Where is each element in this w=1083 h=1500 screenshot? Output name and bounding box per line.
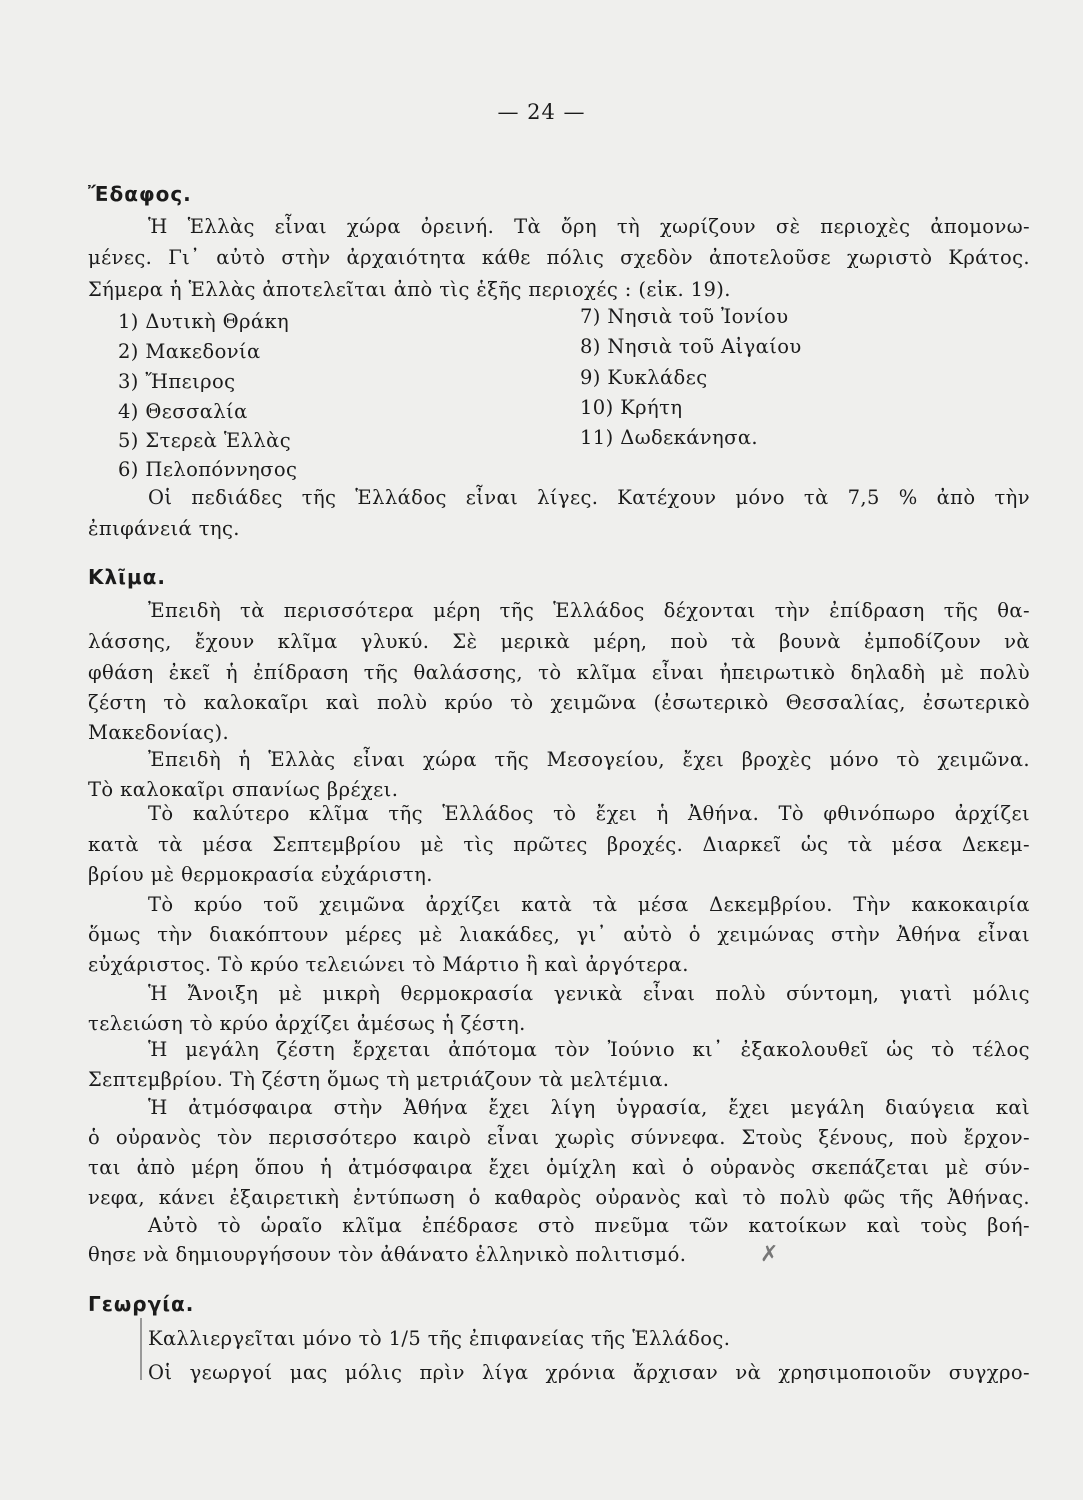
paragraph-line: βρίου μὲ θερμοκρασία εὐχάριστη. (88, 863, 433, 886)
region-item: 1) Δυτικὴ Θράκη (118, 310, 290, 333)
section-heading-agriculture: Γεωργία. (88, 1292, 195, 1316)
paragraph-line: Καλλιεργεῖται μόνο τὸ 1/5 τῆς ἐπιφανείας τῆς Ἑλλάδος. (148, 1327, 731, 1350)
pencil-margin-line (140, 1318, 142, 1380)
region-item: 9) Κυκλάδες (580, 366, 708, 389)
paragraph-line: Τὸ κρύο τοῦ χειμῶνα ἀρχίζει κατὰ τὰ μέσα Δεκεμβρίου. Τὴν κακοκαιρία (148, 893, 1030, 916)
paragraph-line: Ἡ Ἑλλὰς εἶναι χώρα ὀρεινή. Τὰ ὄρη τὴ χωρίζουν σὲ περιοχὲς ἀπομονω- (148, 215, 1030, 238)
paragraph-line: Ἡ Ἄνοιξη μὲ μικρὴ θερμοκρασία γενικὰ εἶναι πολὺ σύντομη, γιατὶ μόλις (148, 982, 1030, 1005)
paragraph-line: μένες. Γι᾿ αὐτὸ στὴν ἀρχαιότητα κάθε πόλις σχεδὸν ἀποτελοῦσε χωριστὸ Κράτος. (88, 246, 1030, 269)
section-heading-climate: Κλῖμα. (88, 565, 167, 589)
region-item: 6) Πελοπόννησος (118, 458, 298, 481)
region-item: 8) Νησιὰ τοῦ Αἰγαίου (580, 335, 802, 358)
paragraph-line: Αὐτὸ τὸ ὡραῖο κλῖμα ἐπέδρασε στὸ πνεῦμα τῶν κατοίκων καὶ τοὺς βοή- (148, 1214, 1030, 1237)
paragraph-line: Μακεδονίας). (88, 721, 230, 744)
paragraph-line: κατὰ τὰ μέσα Σεπτεμβρίου μὲ τὶς πρῶτες βροχές. Διαρκεῖ ὡς τὰ μέσα Δεκεμ- (88, 833, 1030, 856)
paragraph-line: Οἱ γεωργοί μας μόλις πρὶν λίγα χρόνια ἄρχισαν νὰ χρησιμοποιοῦν συγχρο- (148, 1361, 1030, 1384)
region-item: 11) Δωδεκάνησα. (580, 426, 759, 449)
paragraph-line: λάσσης, ἔχουν κλῖμα γλυκύ. Σὲ μερικὰ μέρη, ποὺ τὰ βουνὰ ἐμποδίζουν νὰ (88, 630, 1030, 653)
region-item: 10) Κρήτη (580, 396, 683, 419)
page-number: — 24 — (497, 100, 586, 124)
paragraph-line: τελειώση τὸ κρύο ἀρχίζει ἀμέσως ἡ ζέστη. (88, 1012, 526, 1035)
paragraph-line: ὁ οὐρανὸς τὸν περισσότερο καιρὸ εἶναι χωρὶς σύννεφα. Στοὺς ξένους, ποὺ ἔρχον- (88, 1126, 1030, 1149)
paragraph-line: Σήμερα ἡ Ἑλλὰς ἀποτελεῖται ἀπὸ τὶς ἑξῆς περιοχές : (εἰκ. 19). (88, 278, 731, 301)
paragraph-line: Τὸ καλύτερο κλῖμα τῆς Ἑλλάδος τὸ ἔχει ἡ Ἀθήνα. Τὸ φθινόπωρο ἀρχίζει (148, 802, 1030, 825)
paragraph-line: ὅμως τὴν διακόπτουν μέρες μὲ λιακάδες, γι᾿ αὐτὸ ὁ χειμώνας στὴν Ἀθήνα εἶναι (88, 923, 1030, 946)
paragraph-line: ἐπιφάνειά της. (88, 517, 240, 540)
paragraph-line: θησε νὰ δημιουργήσουν τὸν ἀθάνατο ἑλληνικὸ πολιτισμό. (88, 1243, 687, 1266)
paragraph-line: Σεπτεμβρίου. Τὴ ζέστη ὅμως τὴ μετριάζουν τὰ μελτέμια. (88, 1068, 670, 1091)
paragraph-line: φθάση ἐκεῖ ἡ ἐπίδραση τῆς θαλάσσης, τὸ κλῖμα εἶναι ἠπειρωτικὸ δηλαδὴ μὲ πολὺ (88, 661, 1030, 684)
paragraph-line: ται ἀπὸ μέρη ὅπου ἡ ἀτμόσφαιρα ἔχει ὁμίχλη καὶ ὁ οὐρανὸς σκεπάζεται μὲ σύν- (88, 1156, 1030, 1179)
region-item: 5) Στερεὰ Ἑλλὰς (118, 429, 292, 452)
paragraph-line: Ἐπειδὴ τὰ περισσότερα μέρη τῆς Ἑλλάδος δέχονται τὴν ἐπίδραση τῆς θα- (148, 599, 1030, 622)
paragraph-line: Ἐπειδὴ ἡ Ἑλλὰς εἶναι χώρα τῆς Μεσογείου, ἔχει βροχὲς μόνο τὸ χειμῶνα. (148, 748, 1030, 771)
region-item: 3) Ἤπειρος (118, 370, 236, 393)
region-item: 4) Θεσσαλία (118, 400, 248, 423)
section-heading-soil: Ἔδαφος. (88, 182, 192, 206)
region-item: 7) Νησιὰ τοῦ Ἰονίου (580, 305, 789, 328)
paragraph-line: Ἡ μεγάλη ζέστη ἔρχεται ἀπότομα τὸν Ἰούνιο κι᾿ ἐξακολουθεῖ ὡς τὸ τέλος (148, 1038, 1030, 1061)
paragraph-line: νεφα, κάνει ἐξαιρετικὴ ἐντύπωση ὁ καθαρὸς οὐρανὸς καὶ τὸ πολὺ φῶς τῆς Ἀθήνας. (88, 1186, 1030, 1209)
paragraph-line: ζέστη τὸ καλοκαῖρι καὶ πολὺ κρύο τὸ χειμῶνα (ἐσωτερικὸ Θεσσαλίας, ἐσωτερικὸ (88, 691, 1030, 714)
paragraph-line: Τὸ καλοκαῖρι σπανίως βρέχει. (88, 778, 399, 801)
region-item: 2) Μακεδονία (118, 340, 261, 363)
paragraph-line: Οἱ πεδιάδες τῆς Ἑλλάδος εἶναι λίγες. Κατέχουν μόνο τὰ 7,5 % ἀπὸ τὴν (148, 486, 1030, 509)
paragraph-line: εὐχάριστος. Τὸ κρύο τελειώνει τὸ Μάρτιο ἢ καὶ ἀργότερα. (88, 953, 689, 976)
paragraph-line: Ἡ ἀτμόσφαιρα στὴν Ἀθήνα ἔχει λίγη ὑγρασία, ἔχει μεγάλη διαύγεια καὶ (148, 1096, 1030, 1119)
pencil-mark: ✗ (760, 1242, 779, 1267)
